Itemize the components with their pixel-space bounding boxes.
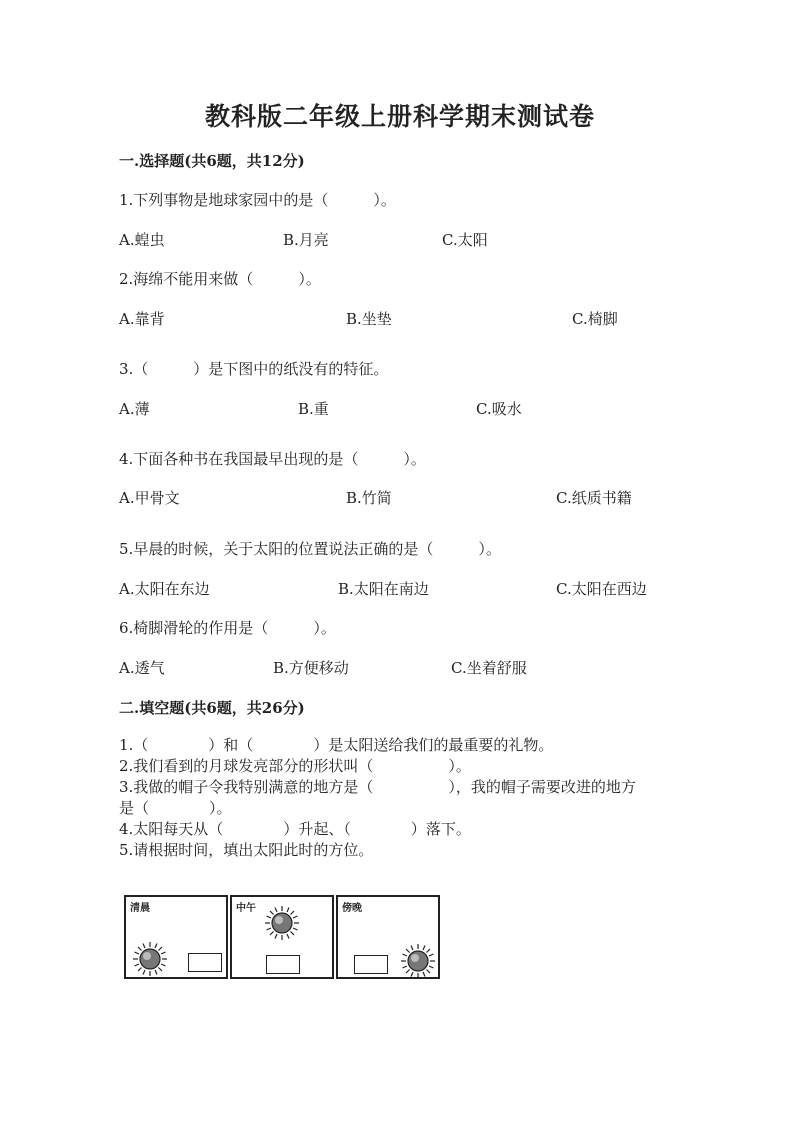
panel-morning: [124, 895, 228, 979]
fill-line: 1.（ ）和（ ）是太阳送给我们的最重要的礼物。: [119, 736, 554, 754]
question-stem: 6.椅脚滑轮的作用是（ ）。: [119, 619, 336, 637]
question-stem: 3.（ ）是下图中的纸没有的特征。: [119, 360, 389, 378]
option-a: A.太阳在东边: [119, 580, 210, 598]
option-c: C.纸质书籍: [556, 489, 632, 507]
panel-label: 傍晚: [342, 903, 362, 914]
option-c: C.太阳在西边: [556, 580, 647, 598]
question-stem: 2.海绵不能用来做（ ）。: [119, 270, 321, 288]
panel-evening: [336, 895, 440, 979]
option-c: C.太阳: [442, 231, 488, 249]
sun-icon: [264, 905, 300, 941]
sun-position-figure: [124, 895, 440, 979]
answer-box[interactable]: [354, 955, 388, 974]
question-stem: 4.下面各种书在我国最早出现的是（ ）。: [119, 450, 426, 468]
option-c: C.吸水: [476, 400, 522, 418]
option-b: B.月亮: [283, 231, 329, 249]
option-a: A.靠背: [119, 310, 165, 328]
option-b: B.太阳在南边: [338, 580, 429, 598]
section-heading-fill: 二.填空题(共6题，共26分): [119, 699, 305, 717]
fill-line: 是（ ）。: [119, 799, 232, 817]
answer-box[interactable]: [188, 953, 222, 972]
question-stem: 5.早晨的时候，关于太阳的位置说法正确的是（ ）。: [119, 540, 501, 558]
sun-icon: [132, 941, 168, 977]
option-c: C.椅脚: [572, 310, 618, 328]
option-b: B.方便移动: [273, 659, 349, 677]
option-b: B.重: [298, 400, 329, 418]
option-a: A.蝗虫: [119, 231, 165, 249]
fill-line: 2.我们看到的月球发亮部分的形状叫（ ）。: [119, 757, 471, 775]
fill-line: 3.我做的帽子令我特别满意的地方是（ ），我的帽子需要改进的地方: [119, 778, 636, 796]
panel-label: 中午: [236, 903, 256, 914]
option-a: A.透气: [119, 659, 165, 677]
option-b: B.竹简: [346, 489, 392, 507]
option-a: A.薄: [119, 400, 150, 418]
question-stem: 1.下列事物是地球家园中的是（ ）。: [119, 191, 396, 209]
option-b: B.坐垫: [346, 310, 392, 328]
fill-line: 4.太阳每天从（ ）升起、（ ）落下。: [119, 820, 471, 838]
section-heading-choice: 一.选择题(共6题，共12分): [119, 152, 305, 170]
page-title: 教科版二年级上册科学期末测试卷: [204, 102, 595, 131]
fill-line: 5.请根据时间，填出太阳此时的方位。: [119, 841, 374, 859]
sun-icon: [400, 943, 436, 979]
option-c: C.坐着舒服: [451, 659, 527, 677]
panel-label: 清晨: [130, 903, 150, 914]
answer-box[interactable]: [266, 955, 300, 974]
panel-noon: [230, 895, 334, 979]
option-a: A.甲骨文: [119, 489, 180, 507]
